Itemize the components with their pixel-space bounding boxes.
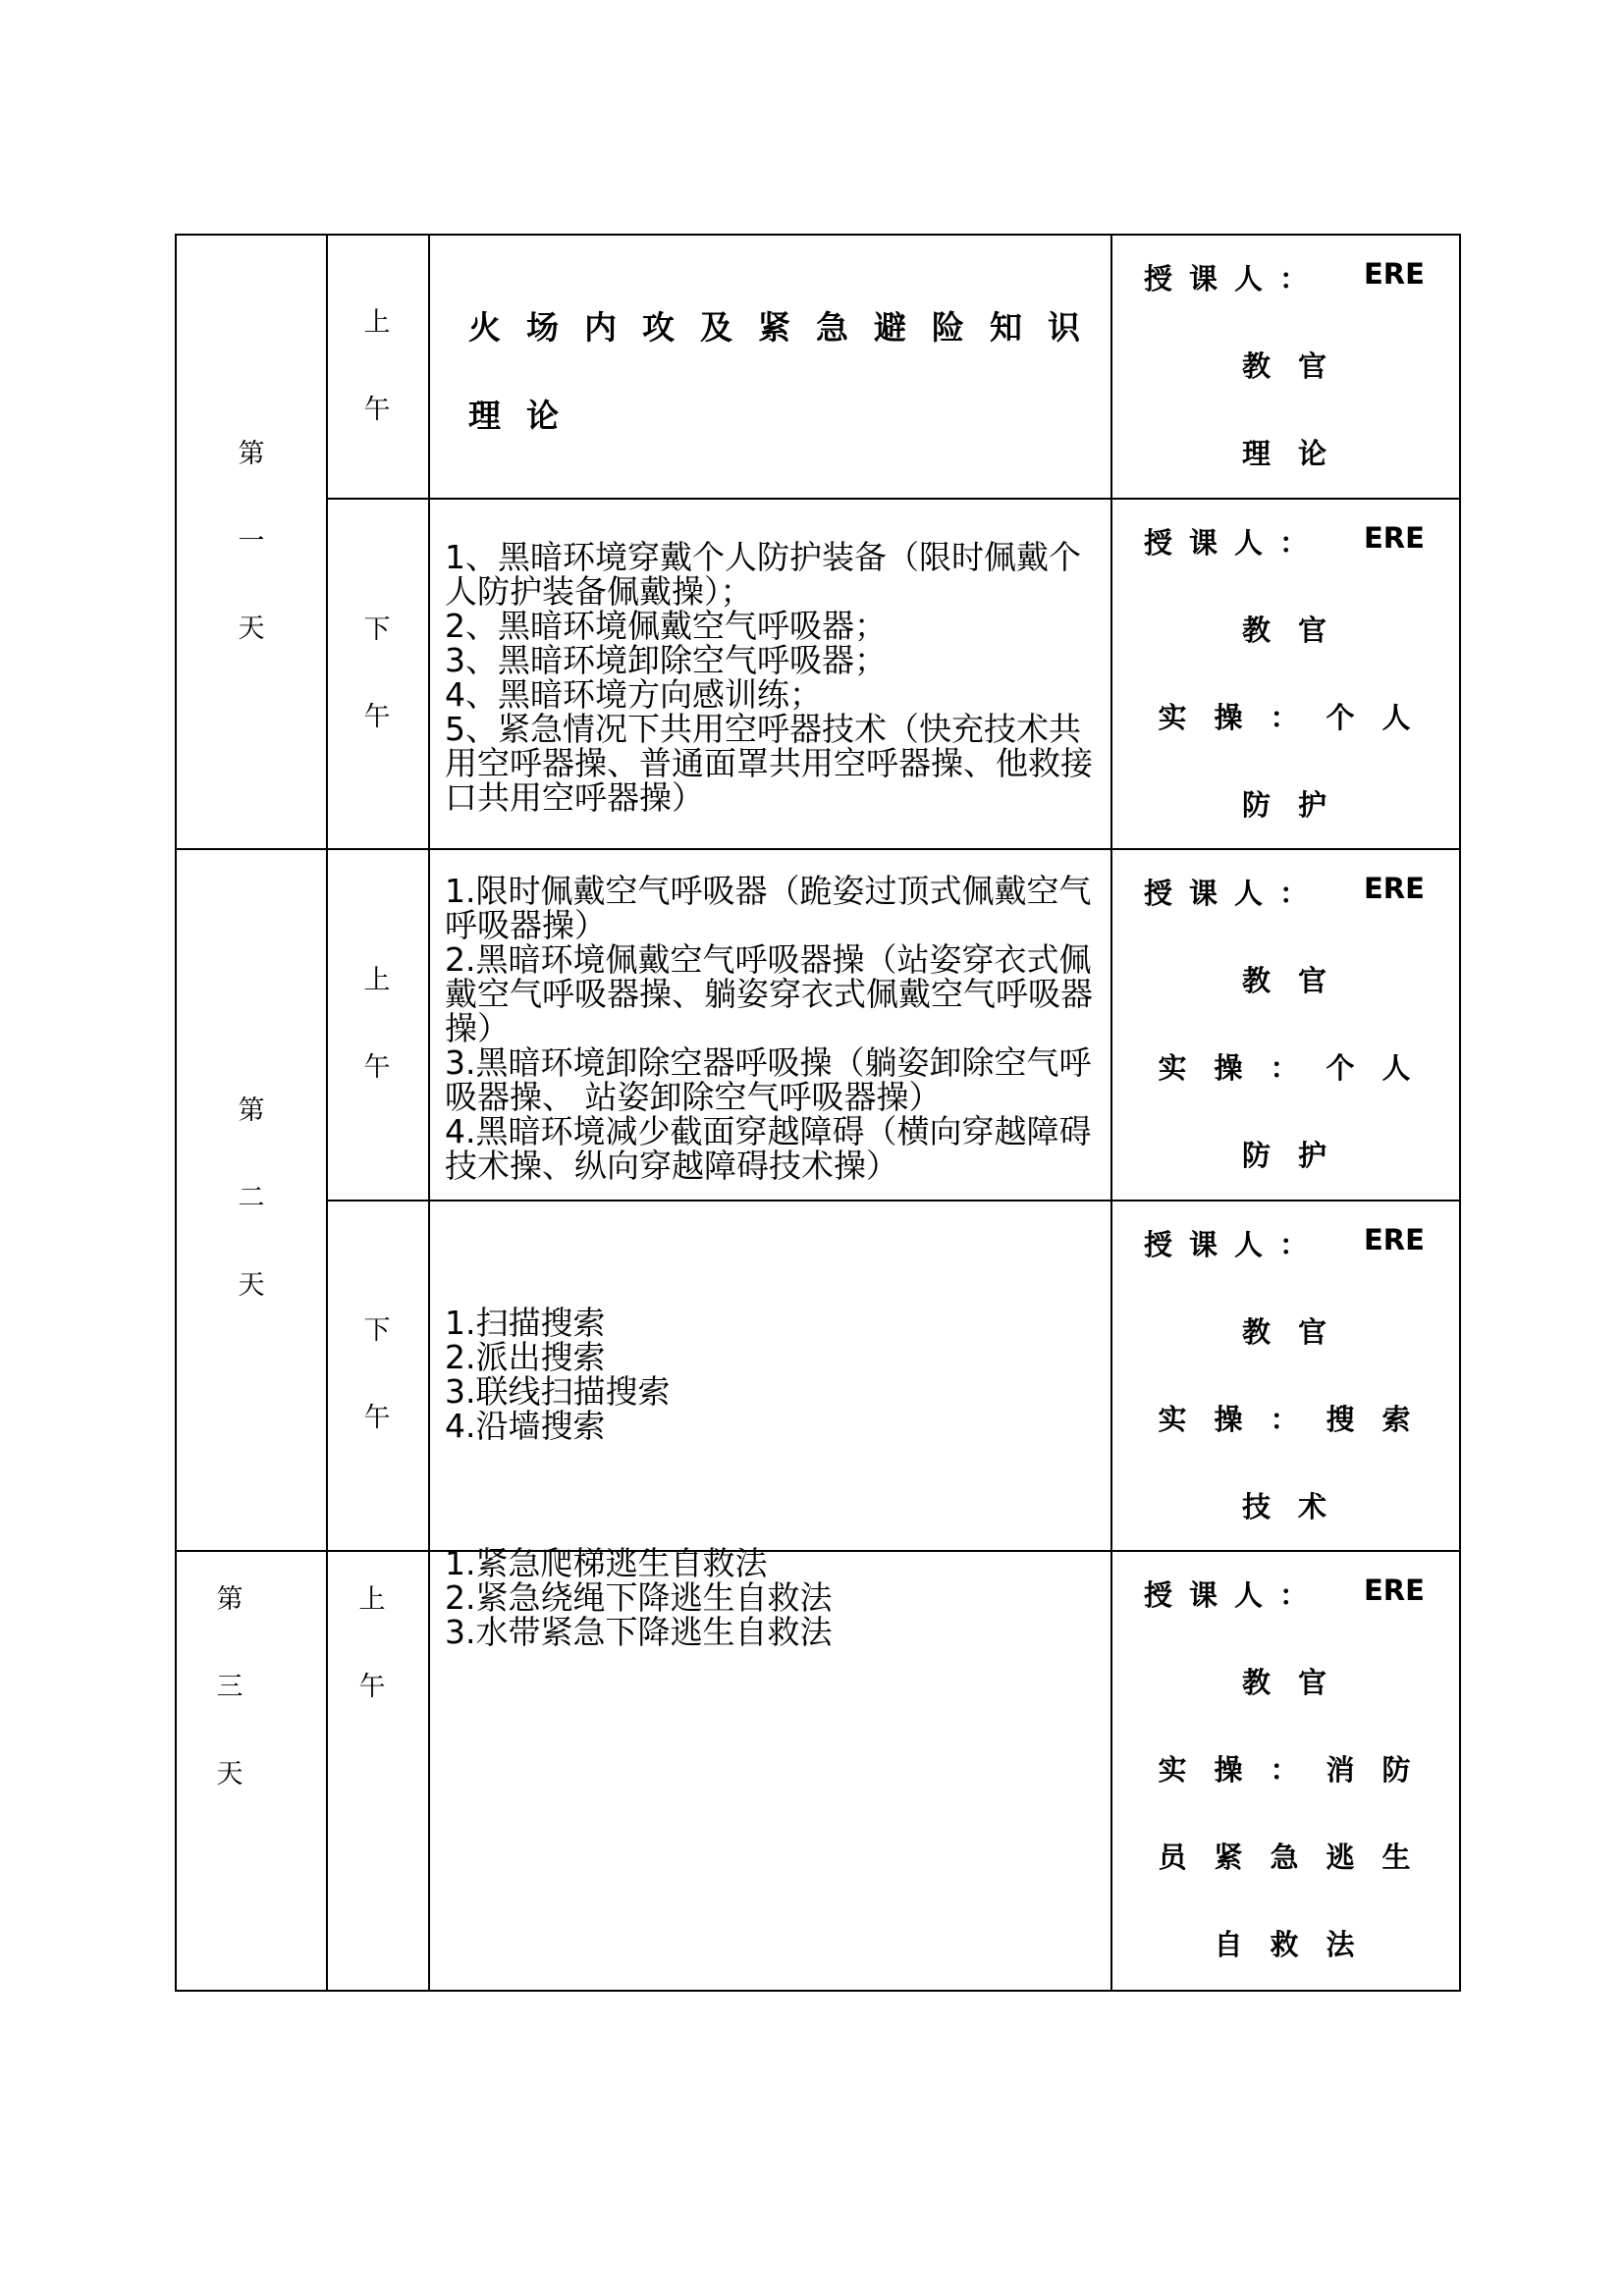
row-divider-day1-day2 bbox=[175, 848, 1460, 850]
instructor-char: 授 bbox=[1144, 877, 1173, 910]
instructor-char: 课 bbox=[1189, 526, 1218, 560]
instructor-char: 人 bbox=[1234, 877, 1264, 910]
course-type: 防护 bbox=[1241, 788, 1354, 822]
instructor-char: 课 bbox=[1189, 877, 1218, 910]
day1-morning-title-line1: 火场内攻及紧急避险知识 bbox=[468, 308, 1106, 347]
day3-char-2: 三 bbox=[216, 1672, 244, 1702]
instructor-char: 授 bbox=[1144, 1228, 1173, 1261]
instructor-char: 人 bbox=[1234, 1578, 1264, 1612]
row-divider-d2-am-pm bbox=[326, 1200, 1461, 1201]
list-item: 5、紧急情况下共用空呼器技术（快充技术共用空呼器操、普通面罩共用空呼器操、他救接口共用空呼器操） bbox=[445, 710, 1093, 817]
list-item: 1.扫描搜索 bbox=[445, 1304, 606, 1342]
instructor-line bbox=[1110, 1574, 1458, 1613]
day2-afternoon-period bbox=[353, 1287, 401, 1462]
period-char-1: 下 bbox=[363, 1315, 391, 1346]
instructor-name: ERE bbox=[1364, 1223, 1425, 1256]
day3-morning-period bbox=[349, 1556, 396, 1731]
day1-char-1: 第 bbox=[238, 439, 265, 469]
role-label: 教官 bbox=[1241, 349, 1354, 383]
day3-morning-content bbox=[445, 1546, 1105, 1649]
list-item: 3.黑暗环境卸除空器呼吸操（躺姿卸除空气呼吸器操、 站姿卸除空气呼吸器操） bbox=[445, 1043, 1092, 1116]
course-type: 自救法 bbox=[1214, 1928, 1382, 1961]
day3-label bbox=[210, 1556, 249, 1818]
instructor-char: 课 bbox=[1189, 262, 1218, 295]
list-item: 1、黑暗环境穿戴个人防护装备（限时佩戴个人防护装备佩戴操）； bbox=[445, 538, 1081, 611]
instructor-char: 人 bbox=[1234, 1228, 1264, 1261]
period-char-1: 上 bbox=[358, 1584, 386, 1615]
list-item: 1.紧急爬梯逃生自救法 bbox=[445, 1544, 768, 1582]
list-item: 4.黑暗环境减少截面穿越障碍（横向穿越障碍技术操、纵向穿越障碍技术操） bbox=[445, 1112, 1092, 1185]
day3-char-3: 天 bbox=[216, 1759, 244, 1789]
list-item: 2、黑暗环境佩戴空气呼吸器； bbox=[445, 607, 887, 645]
instructor-char: 人 bbox=[1234, 526, 1264, 560]
day3-char-1: 第 bbox=[216, 1584, 244, 1615]
table-border-bottom bbox=[175, 1990, 1460, 1992]
table-border-top bbox=[175, 234, 1460, 236]
instructor-line bbox=[1110, 521, 1458, 561]
instructor-name: ERE bbox=[1364, 1574, 1425, 1607]
table-border-left bbox=[175, 234, 177, 1992]
period-char-2: 午 bbox=[363, 1403, 391, 1433]
list-item: 2.派出搜索 bbox=[445, 1338, 606, 1376]
instructor-char: ： bbox=[1279, 1228, 1309, 1261]
list-item: 4.沿墙搜索 bbox=[445, 1407, 606, 1445]
role-label: 教官 bbox=[1241, 1315, 1354, 1349]
period-char-1: 下 bbox=[363, 614, 391, 645]
instructor-line bbox=[1110, 257, 1458, 296]
day1-char-2: 一 bbox=[238, 526, 265, 557]
instructor-char: 授 bbox=[1144, 526, 1173, 560]
instructor-line bbox=[1110, 872, 1458, 911]
course-type: 实操：个人 bbox=[1158, 1051, 1438, 1085]
day1-label bbox=[232, 410, 271, 672]
list-item: 2.紧急绕绳下降逃生自救法 bbox=[445, 1578, 833, 1617]
list-item: 3.水带紧急下降逃生自救法 bbox=[445, 1613, 833, 1651]
course-type: 员紧急逃生 bbox=[1158, 1841, 1438, 1874]
day2-morning-content bbox=[445, 874, 1105, 1183]
day2-char-1: 第 bbox=[238, 1095, 265, 1126]
instructor-line bbox=[1110, 1223, 1458, 1262]
instructor-char: 授 bbox=[1144, 1578, 1173, 1612]
list-item: 1.限时佩戴空气呼吸器（跪姿过顶式佩戴空气呼吸器操） bbox=[445, 872, 1092, 944]
course-type: 实操：搜索 bbox=[1158, 1403, 1438, 1436]
course-type: 技术 bbox=[1241, 1490, 1354, 1523]
list-item: 3.联线扫描搜索 bbox=[445, 1372, 671, 1411]
day2-char-3: 天 bbox=[238, 1270, 265, 1301]
course-type: 理论 bbox=[1241, 437, 1354, 470]
list-item: 2.黑暗环境佩戴空气呼吸器操（站姿穿衣式佩戴空气呼吸器操、躺姿穿衣式佩戴空气呼吸器操） bbox=[445, 940, 1093, 1047]
instructor-char: 课 bbox=[1189, 1228, 1218, 1261]
instructor-name: ERE bbox=[1364, 521, 1425, 555]
role-label: 教官 bbox=[1241, 1666, 1354, 1699]
instructor-char: ： bbox=[1279, 1578, 1309, 1612]
day1-morning-title-line2: 理论 bbox=[468, 397, 584, 435]
day2-char-2: 二 bbox=[238, 1183, 265, 1213]
period-char-2: 午 bbox=[363, 1052, 391, 1083]
day2-label bbox=[232, 1067, 271, 1329]
day1-morning-period bbox=[353, 279, 401, 454]
instructor-char: 授 bbox=[1144, 262, 1173, 295]
period-char-2: 午 bbox=[363, 702, 391, 732]
list-item: 4、黑暗环境方向感训练； bbox=[445, 675, 822, 714]
instructor-name: ERE bbox=[1364, 872, 1425, 905]
role-label: 教官 bbox=[1241, 964, 1354, 997]
list-item: 3、黑暗环境卸除空气呼吸器； bbox=[445, 641, 887, 679]
course-type: 防护 bbox=[1241, 1139, 1354, 1172]
instructor-char: ： bbox=[1279, 262, 1309, 295]
instructor-char: ： bbox=[1279, 526, 1309, 560]
instructor-name: ERE bbox=[1364, 257, 1425, 291]
period-char-2: 午 bbox=[363, 395, 391, 425]
row-divider-d1-am-pm bbox=[326, 498, 1461, 500]
instructor-char: ： bbox=[1279, 877, 1309, 910]
course-type: 实操：个人 bbox=[1158, 701, 1438, 734]
course-type: 实操：消防 bbox=[1158, 1753, 1438, 1787]
period-char-2: 午 bbox=[358, 1672, 386, 1702]
period-char-1: 上 bbox=[363, 965, 391, 995]
role-label: 教官 bbox=[1241, 614, 1354, 647]
day2-afternoon-content bbox=[445, 1306, 1105, 1443]
day1-char-3: 天 bbox=[238, 614, 265, 644]
day1-afternoon-content bbox=[445, 540, 1105, 815]
period-char-1: 上 bbox=[363, 307, 391, 338]
instructor-char: 课 bbox=[1189, 1578, 1218, 1612]
day2-morning-period bbox=[353, 936, 401, 1111]
instructor-char: 人 bbox=[1234, 262, 1264, 295]
day1-afternoon-period bbox=[353, 586, 401, 761]
